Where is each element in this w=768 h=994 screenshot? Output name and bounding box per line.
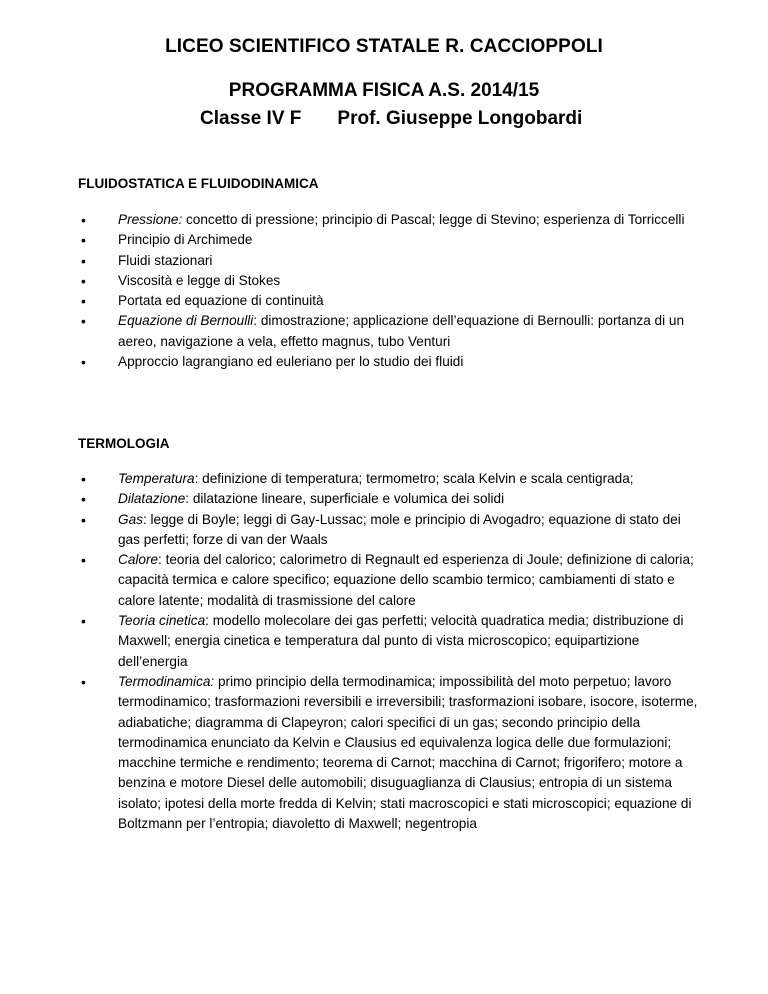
list-item: • Equazione di Bernoulli: dimostrazione; applicazione dell’equazione di Bernoulli: portanza di un aereo, navigazione a vela, effetto magnus, tubo Venturi xyxy=(78,311,698,352)
list-item: • Dilatazione: dilatazione lineare, superficiale e volumica dei solidi xyxy=(78,489,698,509)
topic-list xyxy=(78,210,698,372)
list-item: • Principio di Archimede xyxy=(78,230,698,250)
program-title: PROGRAMMA FISICA A.S. 2014/15 xyxy=(228,80,540,101)
section-title: FLUIDOSTATICA E FLUIDODINAMICA xyxy=(78,176,319,191)
class-teacher-line xyxy=(200,108,582,130)
list-item: • Temperatura: definizione di temperatura; termometro; scala Kelvin e scala centigrada; xyxy=(78,469,698,489)
list-item: • Gas: legge di Boyle; leggi di Gay-Lussac; mole e principio di Avogadro; equazione di stato dei gas perfetti; forze di van der Waals xyxy=(78,510,698,551)
list-item: • Calore: teoria del calorico; calorimetro di Regnault ed esperienza di Joule; definizione di caloria; capacità termica e calore specifico; equazione dello scambio termico; cambiamenti di stato e calore latente; modalità di trasmissione del calore xyxy=(78,550,698,611)
school-title: LICEO SCIENTIFICO STATALE R. CACCIOPPOLI xyxy=(165,36,603,57)
class-label: Classe IV F xyxy=(200,108,302,129)
topic-list xyxy=(78,469,698,834)
list-item: • Pressione: concetto di pressione; principio di Pascal; legge di Stevino; esperienza di Torriccelli xyxy=(78,210,698,230)
section-fluidostatica xyxy=(78,176,698,372)
list-item: • Viscosità e legge di Stokes xyxy=(78,271,698,291)
teacher-name: Prof. Giuseppe Longobardi xyxy=(337,108,583,129)
section-termologia xyxy=(78,436,698,834)
list-item: • Teoria cinetica: modello molecolare dei gas perfetti; velocità quadratica media; distribuzione di Maxwell; energia cinetica e temperatura dal punto di vista microscopico; equipartizione dell’energia xyxy=(78,611,698,672)
section-title: TERMOLOGIA xyxy=(78,436,170,451)
list-item: • Termodinamica: primo principio della termodinamica; impossibilità del moto perpetuo; lavoro termodinamico; trasformazioni reversibili e irreversibili; trasformazioni isobare, isocore, isoterme, adiabatiche; diagramma di Clapeyron; calori specifici di un gas; secondo principio della termodinamica enunciato da Kelvin e Clausius ed equivalenza logica delle due formulazioni; macchine termiche e rendimento; teorema di Carnot; macchina di Carnot; frigorifero; motore a benzina e motore Diesel delle automobili; disuguaglianza di Clausius; entropia di un sistema isolato; ipotesi della morte fredda di Kelvin; stati macroscopici e stati microscopici; equazione di Boltzmann per l’entropia; diavoletto di Maxwell; negentropia xyxy=(78,672,698,834)
list-item: • Approccio lagrangiano ed euleriano per lo studio dei fluidi xyxy=(78,352,698,372)
list-item: • Portata ed equazione di continuità xyxy=(78,291,698,311)
list-item: • Fluidi stazionari xyxy=(78,251,698,271)
